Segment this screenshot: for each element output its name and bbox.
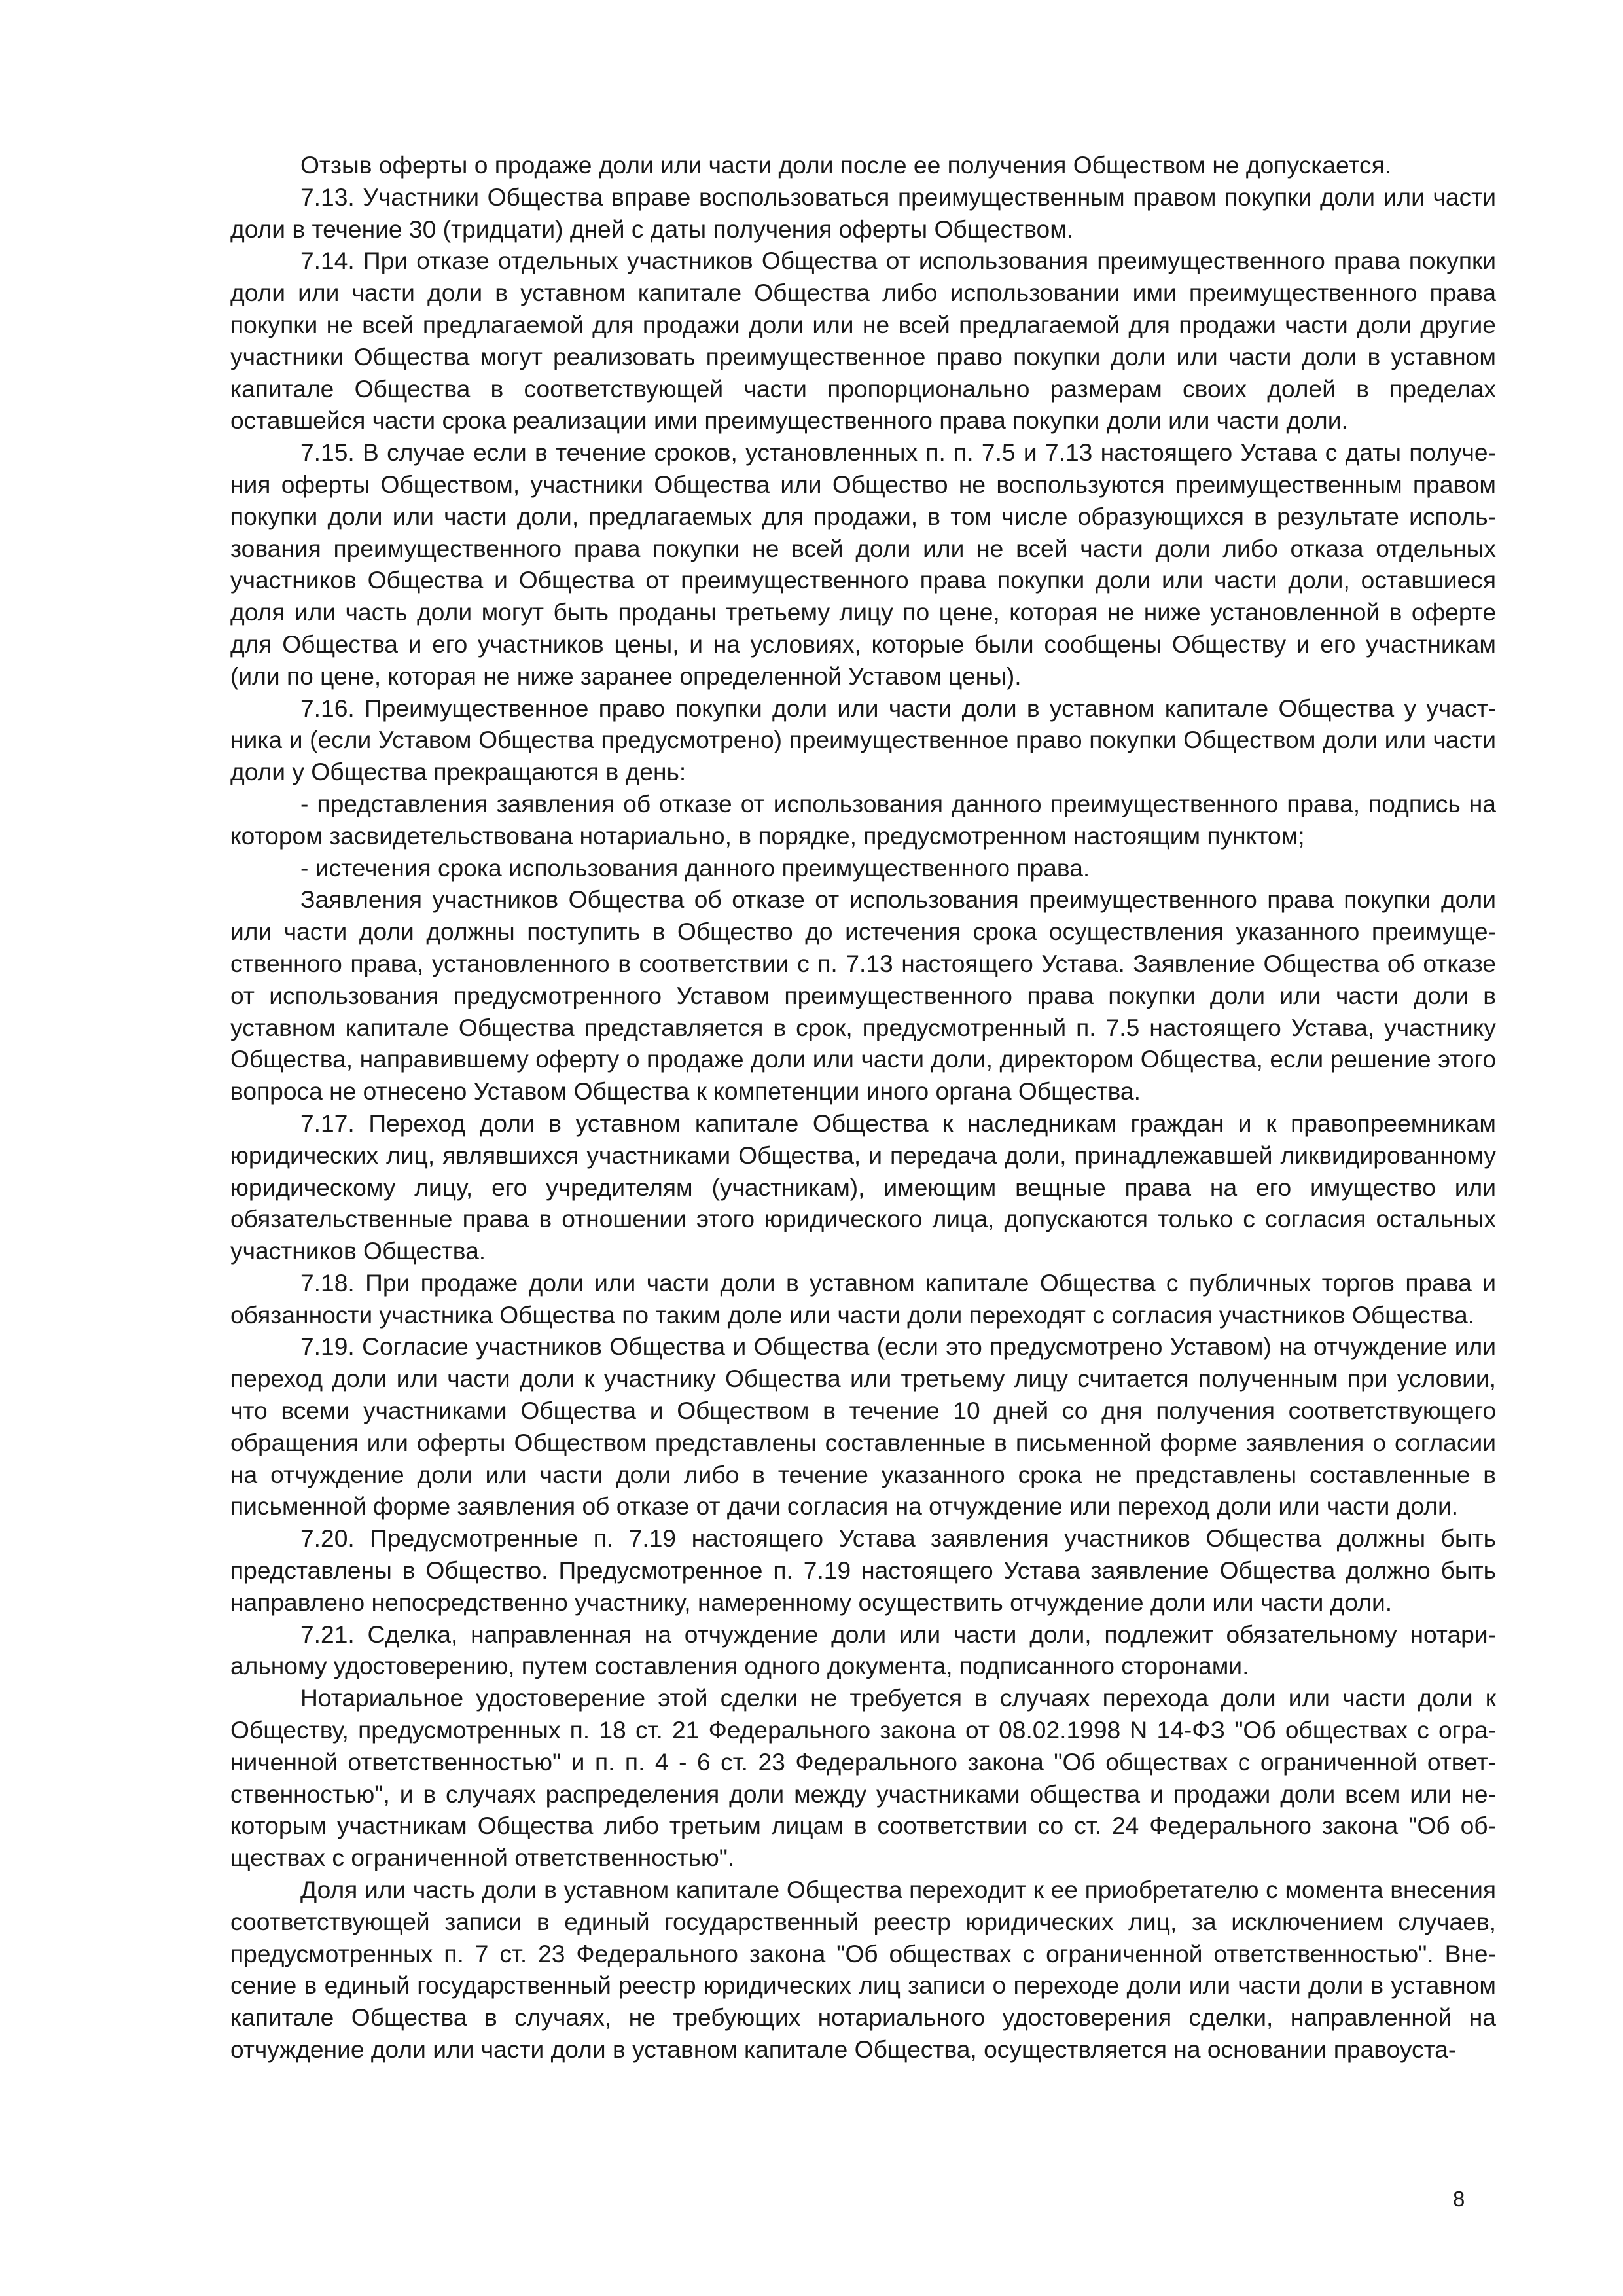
list-item: - истечения срока использования данного преимущественного права. (300, 853, 1090, 882)
paragraph-7-20: 7.20. Предусмотренные п. 7.19 настоящего Устава заявления участников Общества должны быть представлены в Общество. Предусмотренное п. 7.19 настоящего Устава заявление Общества должно быть направлено непосредственно участнику, намеренному осуществить отчуждение доли или части доли. (230, 1524, 1496, 1616)
document-body (230, 149, 1496, 2066)
paragraph-7-21: 7.21. Сделка, направленная на отчуждение доли или части доли, подлежит обязательному нотариальному удостоверению, путем составления одного документа, подписанного сторонами. (230, 1620, 1496, 1680)
paragraph-7-14: 7.14. При отказе отдельных участников Общества от использования преимущественного права покупки доли или части доли в уставном капитале Общества либо использовании ими преимущественного права покупки не всей предлагаемой для продажи доли или не всей предлагаемой для продажи части доли другие участники Общества могут реализовать преимущественное право покупки доли или части доли в уставном капитале Общества в соответствующей части пропорционально размерам своих долей в пределах оставшейся части срока реализации ими преимущественного права покупки доли или части доли. (230, 247, 1496, 435)
paragraph: Доля или часть доли в уставном капитале Общества переходит к ее приобретателю с момента внесения соответствующей записи в единый государственный реестр юридических лиц, за исключением случаев, предусмотренных п. 7 ст. 23 Федерального закона "Об обществах с ограниченной ответственностью". Внесение в единый государственный реестр юридических лиц записи о переходе доли или части доли в уставном капитале Общества в случаях, не требующих нотариального удостоверения сделки, направленной на отчуждение доли или части доли в уставном капитале Общества, осуществляется на основании правоуста- (230, 1876, 1496, 2064)
paragraph-7-19: 7.19. Согласие участников Общества и Общества (если это предусмотрено Уставом) на отчуждение или переход доли или части доли к участнику Общества или третьему лицу считается полученным при условии, что всеми участниками Общества и Обществом в течение 10 дней со дня получения соответствующего обращения или оферты Обществом представлены составленные в письменной форме заявления о согласии на отчуждение доли или части доли либо в течение указанного срока не представлены составленные в письменной форме заявления об отказе от дачи согласия на отчуждение или переход доли или части доли. (230, 1333, 1496, 1520)
paragraph-7-13: 7.13. Участники Общества вправе воспользоваться преимущественным правом покупки доли или части доли в течение 30 (тридцати) дней с даты получения оферты Обществом. (230, 183, 1496, 243)
paragraph: Заявления участников Общества об отказе от использования преимущественного права покупки доли или части доли должны поступить в Общество до истечения срока осуществления указанного преимущественного права, установленного в соответствии с п. 7.13 настоящего Устава. Заявление Общества об отказе от использования предусмотренного Уставом преимущественного права покупки доли или части доли в уставном капитале Общества представляется в срок, предусмотренный п. 7.5 настоящего Устава, участнику Общества, направившему оферту о продаже доли или части доли, директором Общества, если решение этого вопроса не отнесено Уставом Общества к компетенции иного органа Общества. (230, 886, 1496, 1105)
paragraph-7-15: 7.15. В случае если в течение сроков, установленных п. п. 7.5 и 7.13 настоящего Устава с даты получения оферты Обществом, участники Общества или Общество не воспользуются преимущественным правом покупки доли или части доли, предлагаемых для продажи, в том числе образующихся в результате использования преимущественного права покупки не всей доли или не всей части доли либо отказа отдельных участников Общества и Общества от преимущественного права покупки доли или части доли, оставшиеся доля или часть доли могут быть проданы третьему лицу по цене, которая не ниже установленной в оферте для Общества и его участников цены, и на условиях, которые были сообщены Обществу и его участникам (или по цене, которая не ниже заранее определенной Уставом цены). (230, 439, 1496, 690)
paragraph: Отзыв оферты о продаже доли или части доли после ее получения Обществом не допускается. (300, 151, 1392, 179)
paragraph-7-17: 7.17. Переход доли в уставном капитале Общества к наследникам граждан и к правопреемникам юридических лиц, являвшихся участниками Общества, и передача доли, принадлежавшей ликвидированному юридическому лицу, его учредителям (участникам), имеющим вещные права на его имущество или обязательственные права в отношении этого юридического лица, допускаются только с согласия остальных участников Общества. (230, 1109, 1496, 1265)
paragraph-7-16: 7.16. Преимущественное право покупки доли или части доли в уставном капитале Общества у участника и (если Уставом Общества предусмотрено) преимущественное право покупки Обществом доли или части доли у Общества прекращаются в день: (230, 694, 1496, 786)
page-number: 8 (1453, 2187, 1465, 2211)
paragraph-7-18: 7.18. При продаже доли или части доли в уставном капитале Общества с публичных торгов права и обязанности участника Общества по таким доле или части доли переходят с согласия участников Общества. (230, 1268, 1496, 1329)
list-item: - представления заявления об отказе от использования данного преимущественного права, подпись на котором засвидетельствована нотариально, в порядке, предусмотренном настоящим пунктом; (230, 789, 1496, 850)
paragraph: Нотариальное удостоверение этой сделки не требуется в случаях перехода доли или части доли к Обществу, предусмотренных п. 18 ст. 21 Федерального закона от 08.02.1998 N 14-ФЗ "Об обществах с ограниченной ответственностью" и п. п. 4 - 6 ст. 23 Федерального закона "Об обществах с ограниченной ответственностью", и в случаях распределения доли между участниками общества и продажи доли всем или некоторым участникам Общества либо третьим лицам в соответствии со ст. 24 Федерального закона "Об обществах с ограниченной ответственностью". (230, 1684, 1496, 1872)
